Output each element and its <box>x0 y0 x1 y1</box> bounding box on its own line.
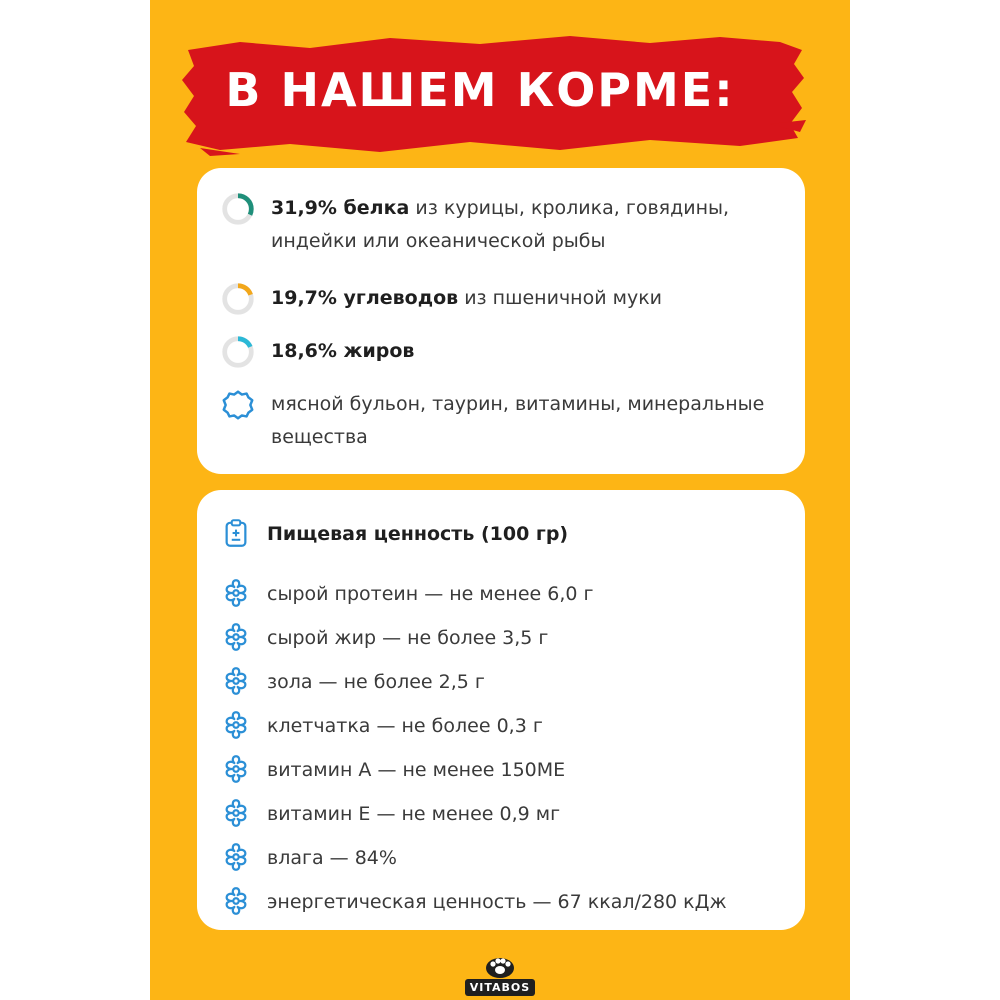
nutrition-item <box>219 578 785 611</box>
snowflake-flower-icon <box>219 884 253 918</box>
nutrition-item <box>219 710 785 743</box>
donut-progress-icon <box>219 280 257 318</box>
composition-text: мясной бульон, таурин, витамины, минеральные вещества <box>271 393 765 448</box>
snowflake-flower-icon <box>219 752 253 786</box>
banner-title: В НАШЕМ КОРМЕ: <box>225 63 735 117</box>
snowflake-flower-icon <box>219 576 253 610</box>
snowflake-flower-icon <box>219 708 253 742</box>
composition-item-protein <box>219 192 785 258</box>
nutrition-item <box>219 886 785 919</box>
nutrition-card <box>197 490 805 930</box>
composition-item-other <box>219 388 785 454</box>
brand-name: VITABOS <box>465 979 535 996</box>
composition-value: 18,6% жиров <box>271 340 415 362</box>
composition-text: из курицы, кролика, говядины, индейки или океанической рыбы <box>271 197 730 252</box>
clipboard-icon <box>219 516 253 550</box>
badge-outline-icon <box>219 386 257 424</box>
composition-item-fat <box>219 335 785 371</box>
snowflake-flower-icon <box>219 620 253 654</box>
nutrition-item-text: сырой протеин — не менее 6,0 г <box>267 583 594 605</box>
nutrition-item-text: клетчатка — не более 0,3 г <box>267 715 543 737</box>
title-banner <box>180 28 808 158</box>
nutrition-item <box>219 842 785 875</box>
snowflake-flower-icon <box>219 840 253 874</box>
composition-card <box>197 168 805 474</box>
nutrition-item-text: энергетическая ценность — 67 ккал/280 кДж <box>267 891 727 913</box>
snowflake-flower-icon <box>219 796 253 830</box>
composition-text: из пшеничной муки <box>458 287 663 309</box>
nutrition-item-text: витамин Е — не менее 0,9 мг <box>267 803 561 825</box>
nutrition-heading-row <box>219 518 785 551</box>
nutrition-item-text: влага — 84% <box>267 847 397 869</box>
brand-logo <box>445 952 555 1000</box>
poster <box>150 0 850 1000</box>
nutrition-item <box>219 798 785 831</box>
donut-progress-icon <box>219 190 257 228</box>
nutrition-item-text: витамин А — не менее 150МЕ <box>267 759 566 781</box>
nutrition-item <box>219 666 785 699</box>
nutrition-item-text: зола — не более 2,5 г <box>267 671 485 693</box>
donut-progress-icon <box>219 333 257 371</box>
nutrition-heading: Пищевая ценность (100 гр) <box>267 523 569 545</box>
composition-value: 31,9% белка <box>271 197 410 219</box>
snowflake-flower-icon <box>219 664 253 698</box>
nutrition-item <box>219 754 785 787</box>
nutrition-item-text: сырой жир — не более 3,5 г <box>267 627 549 649</box>
paw-icon <box>483 952 517 978</box>
nutrition-item <box>219 622 785 655</box>
composition-value: 19,7% углеводов <box>271 287 459 309</box>
composition-item-carbs <box>219 282 785 318</box>
